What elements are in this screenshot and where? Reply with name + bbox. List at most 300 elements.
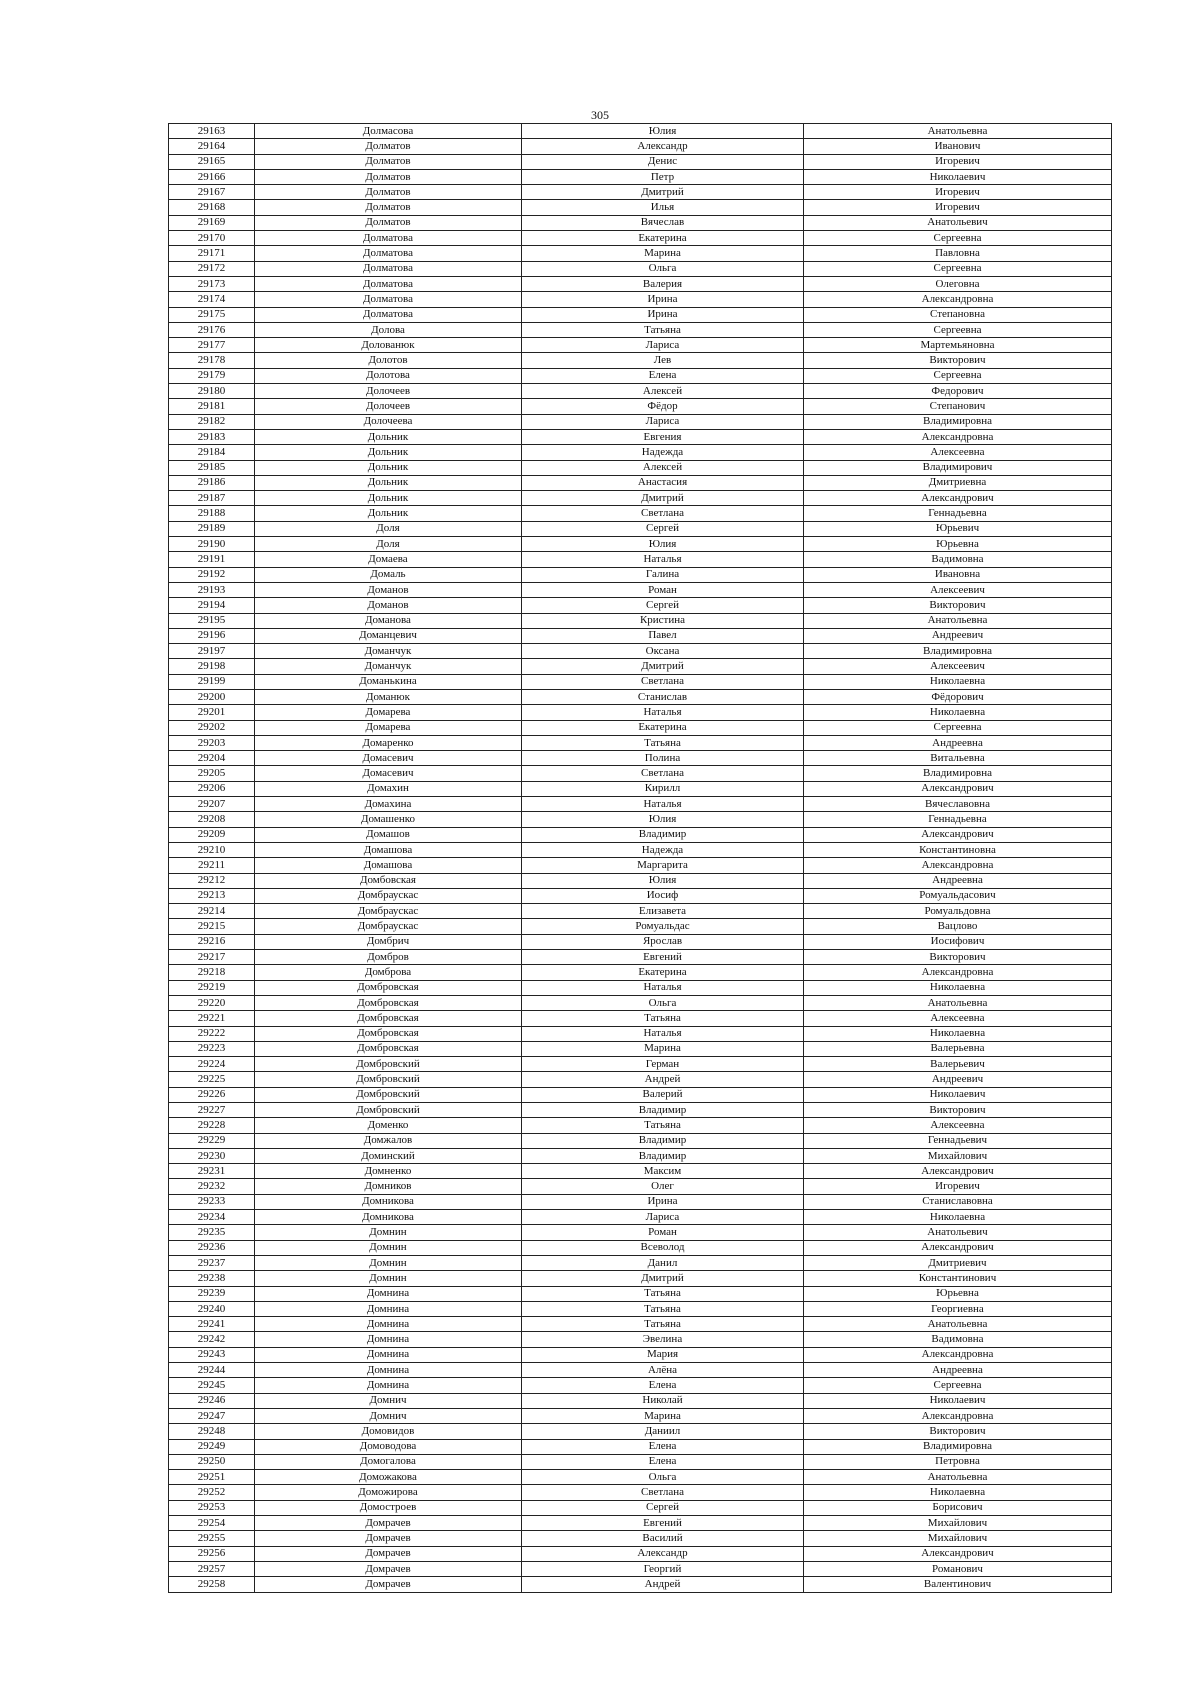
first-name-cell: Илья bbox=[522, 200, 804, 215]
record-number-cell: 29177 bbox=[169, 338, 255, 353]
patronymic-cell: Романович bbox=[804, 1561, 1112, 1576]
last-name-cell: Домбровская bbox=[255, 1011, 522, 1026]
patronymic-cell: Андреевна bbox=[804, 1363, 1112, 1378]
last-name-cell: Долматов bbox=[255, 200, 522, 215]
last-name-cell: Домнина bbox=[255, 1363, 522, 1378]
first-name-cell: Кристина bbox=[522, 613, 804, 628]
table-row bbox=[169, 537, 1112, 552]
table-row bbox=[169, 873, 1112, 888]
record-number-cell: 29207 bbox=[169, 797, 255, 812]
record-number-cell: 29213 bbox=[169, 888, 255, 903]
last-name-cell: Домрачев bbox=[255, 1531, 522, 1546]
last-name-cell: Долматов bbox=[255, 185, 522, 200]
first-name-cell: Герман bbox=[522, 1057, 804, 1072]
first-name-cell: Владимир bbox=[522, 827, 804, 842]
first-name-cell: Светлана bbox=[522, 766, 804, 781]
table-row bbox=[169, 124, 1112, 139]
patronymic-cell: Константинович bbox=[804, 1271, 1112, 1286]
last-name-cell: Домашов bbox=[255, 827, 522, 842]
table-row bbox=[169, 1347, 1112, 1362]
first-name-cell: Ирина bbox=[522, 1194, 804, 1209]
patronymic-cell: Павловна bbox=[804, 246, 1112, 261]
patronymic-cell: Николаевна bbox=[804, 1026, 1112, 1041]
table-row bbox=[169, 705, 1112, 720]
table-row bbox=[169, 1011, 1112, 1026]
table-row bbox=[169, 139, 1112, 154]
record-number-cell: 29168 bbox=[169, 200, 255, 215]
table-row bbox=[169, 246, 1112, 261]
patronymic-cell: Вадимовна bbox=[804, 552, 1112, 567]
record-number-cell: 29232 bbox=[169, 1179, 255, 1194]
record-number-cell: 29196 bbox=[169, 628, 255, 643]
first-name-cell: Татьяна bbox=[522, 1286, 804, 1301]
patronymic-cell: Валерьевич bbox=[804, 1057, 1112, 1072]
table-row bbox=[169, 154, 1112, 169]
record-number-cell: 29238 bbox=[169, 1271, 255, 1286]
last-name-cell: Домбровская bbox=[255, 980, 522, 995]
last-name-cell: Долочеев bbox=[255, 399, 522, 414]
table-row bbox=[169, 1470, 1112, 1485]
table-row bbox=[169, 1118, 1112, 1133]
record-number-cell: 29195 bbox=[169, 613, 255, 628]
record-number-cell: 29228 bbox=[169, 1118, 255, 1133]
first-name-cell: Василий bbox=[522, 1531, 804, 1546]
table-row bbox=[169, 965, 1112, 980]
last-name-cell: Доманчук bbox=[255, 644, 522, 659]
patronymic-cell: Константиновна bbox=[804, 842, 1112, 857]
table-row bbox=[169, 797, 1112, 812]
record-number-cell: 29167 bbox=[169, 185, 255, 200]
table-row bbox=[169, 1164, 1112, 1179]
last-name-cell: Долматова bbox=[255, 276, 522, 291]
last-name-cell: Домбраускас bbox=[255, 919, 522, 934]
first-name-cell: Татьяна bbox=[522, 322, 804, 337]
patronymic-cell: Анатольевна bbox=[804, 1317, 1112, 1332]
record-number-cell: 29163 bbox=[169, 124, 255, 139]
record-number-cell: 29220 bbox=[169, 995, 255, 1010]
table-row bbox=[169, 735, 1112, 750]
record-number-cell: 29193 bbox=[169, 582, 255, 597]
table-row bbox=[169, 751, 1112, 766]
last-name-cell: Доманькина bbox=[255, 674, 522, 689]
record-number-cell: 29206 bbox=[169, 781, 255, 796]
last-name-cell: Домбров bbox=[255, 950, 522, 965]
last-name-cell: Домненко bbox=[255, 1164, 522, 1179]
first-name-cell: Полина bbox=[522, 751, 804, 766]
last-name-cell: Дольник bbox=[255, 475, 522, 490]
first-name-cell: Светлана bbox=[522, 506, 804, 521]
patronymic-cell: Сергеевна bbox=[804, 322, 1112, 337]
first-name-cell: Даниил bbox=[522, 1424, 804, 1439]
table-row bbox=[169, 445, 1112, 460]
table-row bbox=[169, 827, 1112, 842]
last-name-cell: Долованюк bbox=[255, 338, 522, 353]
last-name-cell: Домбрич bbox=[255, 934, 522, 949]
first-name-cell: Светлана bbox=[522, 674, 804, 689]
table-row bbox=[169, 1225, 1112, 1240]
last-name-cell: Домаль bbox=[255, 567, 522, 582]
table-row bbox=[169, 414, 1112, 429]
first-name-cell: Александр bbox=[522, 139, 804, 154]
last-name-cell: Доможирова bbox=[255, 1485, 522, 1500]
table-row bbox=[169, 1148, 1112, 1163]
last-name-cell: Домрачев bbox=[255, 1561, 522, 1576]
table-row bbox=[169, 491, 1112, 506]
record-number-cell: 29233 bbox=[169, 1194, 255, 1209]
record-number-cell: 29227 bbox=[169, 1103, 255, 1118]
record-number-cell: 29201 bbox=[169, 705, 255, 720]
table-row bbox=[169, 1133, 1112, 1148]
table-row bbox=[169, 1577, 1112, 1592]
table-row bbox=[169, 1255, 1112, 1270]
first-name-cell: Сергей bbox=[522, 598, 804, 613]
first-name-cell: Данил bbox=[522, 1255, 804, 1270]
last-name-cell: Дольник bbox=[255, 429, 522, 444]
patronymic-cell: Анатольевич bbox=[804, 1225, 1112, 1240]
record-number-cell: 29175 bbox=[169, 307, 255, 322]
patronymic-cell: Дмитриевич bbox=[804, 1255, 1112, 1270]
first-name-cell: Вячеслав bbox=[522, 215, 804, 230]
table-row bbox=[169, 322, 1112, 337]
patronymic-cell: Степанович bbox=[804, 399, 1112, 414]
patronymic-cell: Фёдорович bbox=[804, 689, 1112, 704]
record-number-cell: 29179 bbox=[169, 368, 255, 383]
table-row bbox=[169, 552, 1112, 567]
first-name-cell: Александр bbox=[522, 1546, 804, 1561]
patronymic-cell: Николаевна bbox=[804, 1485, 1112, 1500]
record-number-cell: 29191 bbox=[169, 552, 255, 567]
record-number-cell: 29240 bbox=[169, 1301, 255, 1316]
table-row bbox=[169, 1210, 1112, 1225]
record-number-cell: 29215 bbox=[169, 919, 255, 934]
patronymic-cell: Анатольевна bbox=[804, 1470, 1112, 1485]
patronymic-cell: Михайлович bbox=[804, 1516, 1112, 1531]
first-name-cell: Наталья bbox=[522, 980, 804, 995]
patronymic-cell: Александровна bbox=[804, 858, 1112, 873]
table-row bbox=[169, 904, 1112, 919]
first-name-cell: Юлия bbox=[522, 812, 804, 827]
first-name-cell: Павел bbox=[522, 628, 804, 643]
record-number-cell: 29209 bbox=[169, 827, 255, 842]
record-number-cell: 29234 bbox=[169, 1210, 255, 1225]
record-number-cell: 29251 bbox=[169, 1470, 255, 1485]
last-name-cell: Доманов bbox=[255, 582, 522, 597]
patronymic-cell: Юрьевна bbox=[804, 537, 1112, 552]
first-name-cell: Алексей bbox=[522, 460, 804, 475]
first-name-cell: Петр bbox=[522, 169, 804, 184]
patronymic-cell: Андреевич bbox=[804, 1072, 1112, 1087]
last-name-cell: Домброва bbox=[255, 965, 522, 980]
patronymic-cell: Игоревич bbox=[804, 154, 1112, 169]
record-number-cell: 29236 bbox=[169, 1240, 255, 1255]
patronymic-cell: Александровна bbox=[804, 1408, 1112, 1423]
table-row bbox=[169, 368, 1112, 383]
last-name-cell: Доменко bbox=[255, 1118, 522, 1133]
first-name-cell: Елена bbox=[522, 1454, 804, 1469]
patronymic-cell: Александрович bbox=[804, 1546, 1112, 1561]
last-name-cell: Домжалов bbox=[255, 1133, 522, 1148]
last-name-cell: Домашенко bbox=[255, 812, 522, 827]
last-name-cell: Домарева bbox=[255, 720, 522, 735]
first-name-cell: Владимир bbox=[522, 1148, 804, 1163]
last-name-cell: Домникова bbox=[255, 1210, 522, 1225]
first-name-cell: Денис bbox=[522, 154, 804, 169]
first-name-cell: Юлия bbox=[522, 873, 804, 888]
patronymic-cell: Николаевич bbox=[804, 1087, 1112, 1102]
first-name-cell: Иосиф bbox=[522, 888, 804, 903]
last-name-cell: Долова bbox=[255, 322, 522, 337]
patronymic-cell: Николаевна bbox=[804, 980, 1112, 995]
record-number-cell: 29224 bbox=[169, 1057, 255, 1072]
record-number-cell: 29208 bbox=[169, 812, 255, 827]
first-name-cell: Кирилл bbox=[522, 781, 804, 796]
patronymic-cell: Валерьевна bbox=[804, 1041, 1112, 1056]
table-row bbox=[169, 812, 1112, 827]
record-number-cell: 29189 bbox=[169, 521, 255, 536]
first-name-cell: Ольга bbox=[522, 995, 804, 1010]
table-row bbox=[169, 1485, 1112, 1500]
last-name-cell: Домахин bbox=[255, 781, 522, 796]
last-name-cell: Домнина bbox=[255, 1317, 522, 1332]
patronymic-cell: Алексеевич bbox=[804, 582, 1112, 597]
patronymic-cell: Викторович bbox=[804, 950, 1112, 965]
table-row bbox=[169, 1424, 1112, 1439]
first-name-cell: Евгений bbox=[522, 1516, 804, 1531]
patronymic-cell: Александрович bbox=[804, 1164, 1112, 1179]
patronymic-cell: Андреевич bbox=[804, 628, 1112, 643]
first-name-cell: Наталья bbox=[522, 1026, 804, 1041]
record-number-cell: 29222 bbox=[169, 1026, 255, 1041]
first-name-cell: Дмитрий bbox=[522, 1271, 804, 1286]
record-number-cell: 29205 bbox=[169, 766, 255, 781]
first-name-cell: Екатерина bbox=[522, 720, 804, 735]
patronymic-cell: Владимировна bbox=[804, 766, 1112, 781]
table-row bbox=[169, 644, 1112, 659]
patronymic-cell: Владимировна bbox=[804, 414, 1112, 429]
last-name-cell: Доможакова bbox=[255, 1470, 522, 1485]
record-number-cell: 29218 bbox=[169, 965, 255, 980]
table-row bbox=[169, 995, 1112, 1010]
record-number-cell: 29211 bbox=[169, 858, 255, 873]
patronymic-cell: Вацлово bbox=[804, 919, 1112, 934]
patronymic-cell: Сергеевна bbox=[804, 368, 1112, 383]
last-name-cell: Домнин bbox=[255, 1225, 522, 1240]
first-name-cell: Татьяна bbox=[522, 1011, 804, 1026]
last-name-cell: Домнина bbox=[255, 1286, 522, 1301]
record-number-cell: 29216 bbox=[169, 934, 255, 949]
patronymic-cell: Александровна bbox=[804, 429, 1112, 444]
last-name-cell: Долматов bbox=[255, 215, 522, 230]
last-name-cell: Долотова bbox=[255, 368, 522, 383]
last-name-cell: Долматов bbox=[255, 139, 522, 154]
last-name-cell: Домнина bbox=[255, 1332, 522, 1347]
record-number-cell: 29185 bbox=[169, 460, 255, 475]
patronymic-cell: Анатольевна bbox=[804, 995, 1112, 1010]
first-name-cell: Елена bbox=[522, 368, 804, 383]
record-number-cell: 29200 bbox=[169, 689, 255, 704]
patronymic-cell: Викторович bbox=[804, 1103, 1112, 1118]
patronymic-cell: Степановна bbox=[804, 307, 1112, 322]
table-row bbox=[169, 934, 1112, 949]
first-name-cell: Юлия bbox=[522, 124, 804, 139]
first-name-cell: Андрей bbox=[522, 1577, 804, 1592]
patronymic-cell: Геннадьевна bbox=[804, 506, 1112, 521]
table-row bbox=[169, 1500, 1112, 1515]
last-name-cell: Домашова bbox=[255, 858, 522, 873]
last-name-cell: Домбровский bbox=[255, 1103, 522, 1118]
patronymic-cell: Витальевна bbox=[804, 751, 1112, 766]
first-name-cell: Сергей bbox=[522, 1500, 804, 1515]
table-row bbox=[169, 1378, 1112, 1393]
record-number-cell: 29255 bbox=[169, 1531, 255, 1546]
last-name-cell: Долматова bbox=[255, 307, 522, 322]
table-row bbox=[169, 888, 1112, 903]
first-name-cell: Юлия bbox=[522, 537, 804, 552]
record-number-cell: 29187 bbox=[169, 491, 255, 506]
first-name-cell: Татьяна bbox=[522, 1301, 804, 1316]
record-number-cell: 29248 bbox=[169, 1424, 255, 1439]
first-name-cell: Лариса bbox=[522, 414, 804, 429]
last-name-cell: Доманюк bbox=[255, 689, 522, 704]
patronymic-cell: Андреевна bbox=[804, 735, 1112, 750]
table-row bbox=[169, 689, 1112, 704]
record-number-cell: 29249 bbox=[169, 1439, 255, 1454]
first-name-cell: Станислав bbox=[522, 689, 804, 704]
last-name-cell: Домнина bbox=[255, 1301, 522, 1316]
first-name-cell: Марина bbox=[522, 1041, 804, 1056]
patronymic-cell: Владимировна bbox=[804, 644, 1112, 659]
first-name-cell: Екатерина bbox=[522, 965, 804, 980]
first-name-cell: Мария bbox=[522, 1347, 804, 1362]
record-number-cell: 29245 bbox=[169, 1378, 255, 1393]
record-number-cell: 29182 bbox=[169, 414, 255, 429]
last-name-cell: Домнин bbox=[255, 1240, 522, 1255]
last-name-cell: Домнина bbox=[255, 1347, 522, 1362]
last-name-cell: Домаева bbox=[255, 552, 522, 567]
patronymic-cell: Анатольевна bbox=[804, 124, 1112, 139]
first-name-cell: Ольга bbox=[522, 261, 804, 276]
first-name-cell: Георгий bbox=[522, 1561, 804, 1576]
first-name-cell: Татьяна bbox=[522, 735, 804, 750]
table-row bbox=[169, 460, 1112, 475]
patronymic-cell: Владимирович bbox=[804, 460, 1112, 475]
record-number-cell: 29242 bbox=[169, 1332, 255, 1347]
patronymic-cell: Викторович bbox=[804, 1424, 1112, 1439]
patronymic-cell: Николаевна bbox=[804, 1210, 1112, 1225]
first-name-cell: Екатерина bbox=[522, 231, 804, 246]
record-number-cell: 29223 bbox=[169, 1041, 255, 1056]
last-name-cell: Долматова bbox=[255, 246, 522, 261]
table-row bbox=[169, 1317, 1112, 1332]
record-number-cell: 29169 bbox=[169, 215, 255, 230]
patronymic-cell: Михайлович bbox=[804, 1531, 1112, 1546]
record-number-cell: 29184 bbox=[169, 445, 255, 460]
last-name-cell: Доманов bbox=[255, 598, 522, 613]
record-number-cell: 29235 bbox=[169, 1225, 255, 1240]
record-number-cell: 29170 bbox=[169, 231, 255, 246]
record-number-cell: 29231 bbox=[169, 1164, 255, 1179]
last-name-cell: Домарева bbox=[255, 705, 522, 720]
record-number-cell: 29214 bbox=[169, 904, 255, 919]
first-name-cell: Евгения bbox=[522, 429, 804, 444]
first-name-cell: Надежда bbox=[522, 842, 804, 857]
record-number-cell: 29171 bbox=[169, 246, 255, 261]
table-row bbox=[169, 1332, 1112, 1347]
first-name-cell: Анастасия bbox=[522, 475, 804, 490]
patronymic-cell: Алексеевна bbox=[804, 1011, 1112, 1026]
record-number-cell: 29243 bbox=[169, 1347, 255, 1362]
last-name-cell: Домбровский bbox=[255, 1057, 522, 1072]
first-name-cell: Валерий bbox=[522, 1087, 804, 1102]
patronymic-cell: Вячеславовна bbox=[804, 797, 1112, 812]
last-name-cell: Дольник bbox=[255, 491, 522, 506]
patronymic-cell: Ромуальдасович bbox=[804, 888, 1112, 903]
table-row bbox=[169, 261, 1112, 276]
table-row bbox=[169, 429, 1112, 444]
first-name-cell: Лариса bbox=[522, 338, 804, 353]
last-name-cell: Домрачев bbox=[255, 1546, 522, 1561]
table-row bbox=[169, 1363, 1112, 1378]
table-row bbox=[169, 567, 1112, 582]
table-row bbox=[169, 185, 1112, 200]
records-body bbox=[169, 124, 1112, 1593]
first-name-cell: Марина bbox=[522, 1408, 804, 1423]
first-name-cell: Максим bbox=[522, 1164, 804, 1179]
last-name-cell: Домнич bbox=[255, 1408, 522, 1423]
first-name-cell: Лариса bbox=[522, 1210, 804, 1225]
patronymic-cell: Андреевна bbox=[804, 873, 1112, 888]
patronymic-cell: Мартемьяновна bbox=[804, 338, 1112, 353]
record-number-cell: 29198 bbox=[169, 659, 255, 674]
record-number-cell: 29203 bbox=[169, 735, 255, 750]
record-number-cell: 29247 bbox=[169, 1408, 255, 1423]
record-number-cell: 29199 bbox=[169, 674, 255, 689]
patronymic-cell: Игоревич bbox=[804, 200, 1112, 215]
first-name-cell: Роман bbox=[522, 1225, 804, 1240]
first-name-cell: Роман bbox=[522, 582, 804, 597]
last-name-cell: Домахина bbox=[255, 797, 522, 812]
last-name-cell: Долмасова bbox=[255, 124, 522, 139]
table-row bbox=[169, 842, 1112, 857]
first-name-cell: Надежда bbox=[522, 445, 804, 460]
patronymic-cell: Геннадьевна bbox=[804, 812, 1112, 827]
patronymic-cell: Иосифович bbox=[804, 934, 1112, 949]
last-name-cell: Домбровская bbox=[255, 1026, 522, 1041]
patronymic-cell: Станиславовна bbox=[804, 1194, 1112, 1209]
last-name-cell: Долочеева bbox=[255, 414, 522, 429]
last-name-cell: Домасевич bbox=[255, 766, 522, 781]
record-number-cell: 29194 bbox=[169, 598, 255, 613]
patronymic-cell: Николаевич bbox=[804, 1393, 1112, 1408]
table-row bbox=[169, 950, 1112, 965]
table-row bbox=[169, 200, 1112, 215]
patronymic-cell: Александровна bbox=[804, 292, 1112, 307]
table-row bbox=[169, 1179, 1112, 1194]
record-number-cell: 29181 bbox=[169, 399, 255, 414]
last-name-cell: Домбовская bbox=[255, 873, 522, 888]
last-name-cell: Домнич bbox=[255, 1393, 522, 1408]
table-row bbox=[169, 598, 1112, 613]
table-row bbox=[169, 399, 1112, 414]
last-name-cell: Долматова bbox=[255, 261, 522, 276]
first-name-cell: Татьяна bbox=[522, 1118, 804, 1133]
patronymic-cell: Сергеевна bbox=[804, 261, 1112, 276]
table-row bbox=[169, 1546, 1112, 1561]
first-name-cell: Всеволод bbox=[522, 1240, 804, 1255]
last-name-cell: Домбровский bbox=[255, 1087, 522, 1102]
table-row bbox=[169, 1057, 1112, 1072]
patronymic-cell: Михайлович bbox=[804, 1148, 1112, 1163]
